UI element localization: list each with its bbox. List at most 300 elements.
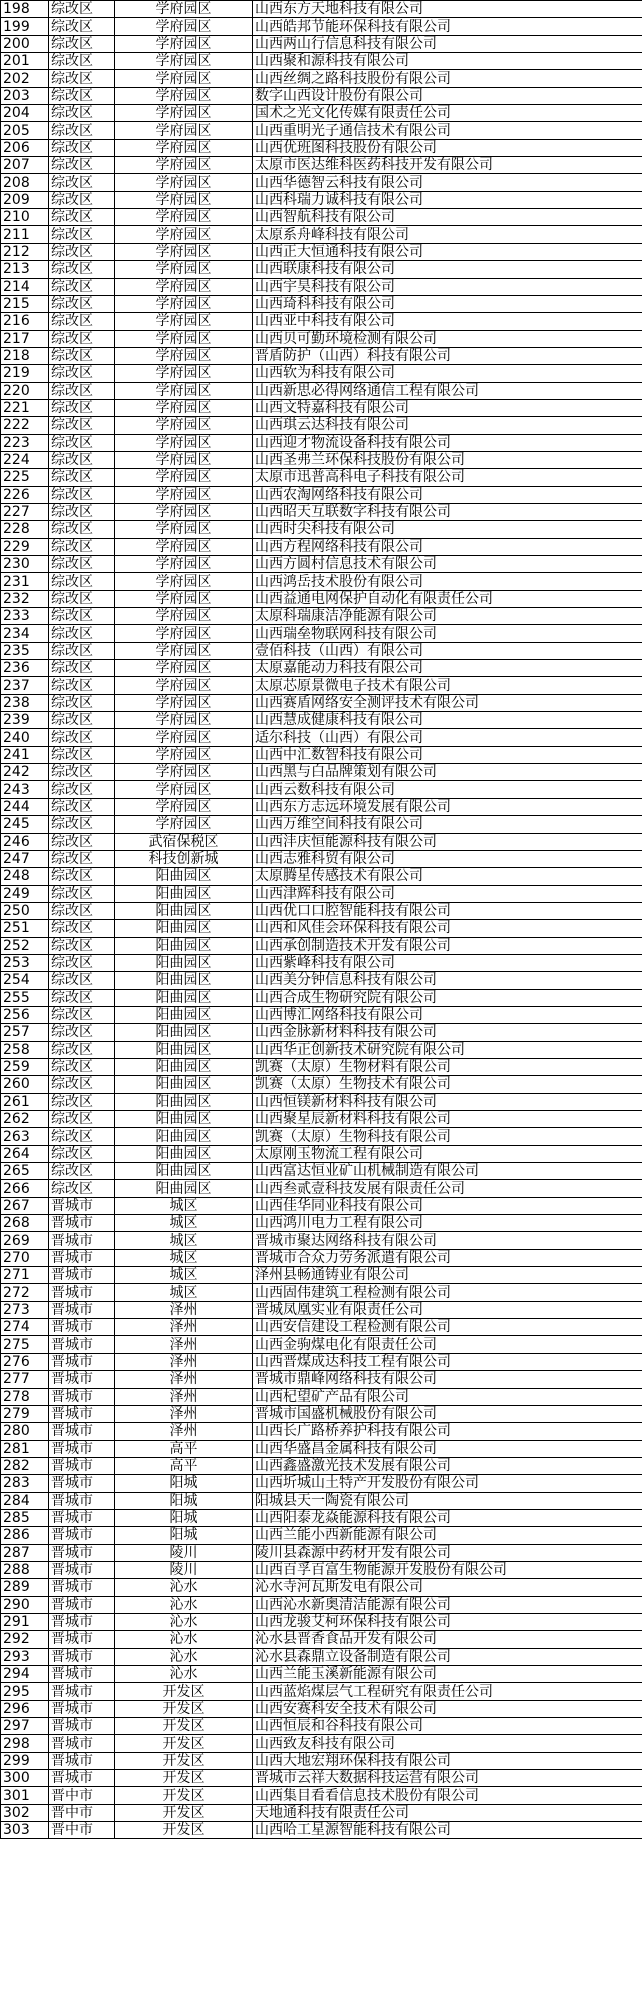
company-name-cell: 山西智航科技有限公司 bbox=[253, 209, 642, 226]
table-row bbox=[1, 278, 642, 295]
table-row bbox=[1, 937, 642, 954]
row-number: 219 bbox=[1, 365, 49, 382]
city-cell: 综改区 bbox=[49, 157, 115, 174]
row-number: 240 bbox=[1, 729, 49, 746]
table-row bbox=[1, 1700, 642, 1717]
table-row bbox=[1, 1804, 642, 1821]
row-number: 289 bbox=[1, 1579, 49, 1596]
row-number: 263 bbox=[1, 1128, 49, 1145]
company-name-cell: 山西百孚百富生物能源开发股份有限公司 bbox=[253, 1561, 642, 1578]
area-cell: 阳曲园区 bbox=[115, 972, 253, 989]
city-cell: 综改区 bbox=[49, 764, 115, 781]
company-name-cell: 数字山西设计股份有限公司 bbox=[253, 87, 642, 104]
company-name-cell: 凯赛（太原）生物材料有限公司 bbox=[253, 1058, 642, 1075]
table-row bbox=[1, 503, 642, 520]
row-number: 264 bbox=[1, 1145, 49, 1162]
area-cell: 阳曲园区 bbox=[115, 1128, 253, 1145]
city-cell: 晋城市 bbox=[49, 1267, 115, 1284]
table-row bbox=[1, 833, 642, 850]
company-name-cell: 山西博汇网络科技有限公司 bbox=[253, 1006, 642, 1023]
area-cell: 阳曲园区 bbox=[115, 1163, 253, 1180]
row-number: 299 bbox=[1, 1752, 49, 1769]
row-number: 267 bbox=[1, 1197, 49, 1214]
area-cell: 高平 bbox=[115, 1457, 253, 1474]
city-cell: 晋城市 bbox=[49, 1648, 115, 1665]
row-number: 250 bbox=[1, 902, 49, 919]
row-number: 270 bbox=[1, 1249, 49, 1266]
table-row bbox=[1, 972, 642, 989]
table-row bbox=[1, 1527, 642, 1544]
area-cell: 学府园区 bbox=[115, 816, 253, 833]
row-number: 277 bbox=[1, 1371, 49, 1388]
city-cell: 晋城市 bbox=[49, 1232, 115, 1249]
area-cell: 泽州 bbox=[115, 1423, 253, 1440]
company-name-cell: 山西昭天互联数字科技有限公司 bbox=[253, 503, 642, 520]
row-number: 249 bbox=[1, 885, 49, 902]
area-cell: 阳曲园区 bbox=[115, 1041, 253, 1058]
city-cell: 晋城市 bbox=[49, 1371, 115, 1388]
row-number: 262 bbox=[1, 1111, 49, 1128]
row-number: 295 bbox=[1, 1683, 49, 1700]
area-cell: 学府园区 bbox=[115, 625, 253, 642]
company-name-cell: 山西云数科技有限公司 bbox=[253, 781, 642, 798]
table-row bbox=[1, 1561, 642, 1578]
company-name-cell: 山西杞望矿产品有限公司 bbox=[253, 1388, 642, 1405]
table-row bbox=[1, 1440, 642, 1457]
row-number: 198 bbox=[1, 1, 49, 18]
row-number: 286 bbox=[1, 1527, 49, 1544]
area-cell: 沁水 bbox=[115, 1613, 253, 1630]
table-row bbox=[1, 798, 642, 815]
area-cell: 学府园区 bbox=[115, 295, 253, 312]
city-cell: 综改区 bbox=[49, 816, 115, 833]
city-cell: 晋城市 bbox=[49, 1249, 115, 1266]
table-row bbox=[1, 1111, 642, 1128]
table-row bbox=[1, 1579, 642, 1596]
city-cell: 综改区 bbox=[49, 243, 115, 260]
row-number: 204 bbox=[1, 105, 49, 122]
area-cell: 阳曲园区 bbox=[115, 1180, 253, 1197]
area-cell: 泽州 bbox=[115, 1405, 253, 1422]
area-cell: 学府园区 bbox=[115, 209, 253, 226]
area-cell: 学府园区 bbox=[115, 556, 253, 573]
row-number: 205 bbox=[1, 122, 49, 139]
table-row bbox=[1, 382, 642, 399]
row-number: 217 bbox=[1, 330, 49, 347]
city-cell: 综改区 bbox=[49, 1111, 115, 1128]
city-cell: 综改区 bbox=[49, 434, 115, 451]
table-row bbox=[1, 209, 642, 226]
table-row bbox=[1, 451, 642, 468]
area-cell: 沁水 bbox=[115, 1666, 253, 1683]
row-number: 206 bbox=[1, 139, 49, 156]
city-cell: 综改区 bbox=[49, 330, 115, 347]
area-cell: 学府园区 bbox=[115, 122, 253, 139]
area-cell: 开发区 bbox=[115, 1822, 253, 1839]
area-cell: 开发区 bbox=[115, 1752, 253, 1769]
row-number: 302 bbox=[1, 1804, 49, 1821]
area-cell: 学府园区 bbox=[115, 35, 253, 52]
company-name-cell: 山西兰能玉溪新能源有限公司 bbox=[253, 1666, 642, 1683]
area-cell: 学府园区 bbox=[115, 139, 253, 156]
area-cell: 开发区 bbox=[115, 1735, 253, 1752]
table-row bbox=[1, 902, 642, 919]
company-name-cell: 山西华德智云科技有限公司 bbox=[253, 174, 642, 191]
table-row bbox=[1, 243, 642, 260]
table-row bbox=[1, 157, 642, 174]
table-row bbox=[1, 417, 642, 434]
table-row bbox=[1, 1457, 642, 1474]
city-cell: 综改区 bbox=[49, 365, 115, 382]
city-cell: 综改区 bbox=[49, 850, 115, 867]
area-cell: 开发区 bbox=[115, 1683, 253, 1700]
row-number: 274 bbox=[1, 1319, 49, 1336]
company-name-cell: 山西沁水新奥清洁能源有限公司 bbox=[253, 1596, 642, 1613]
city-cell: 晋城市 bbox=[49, 1544, 115, 1561]
city-cell: 综改区 bbox=[49, 1076, 115, 1093]
row-number: 244 bbox=[1, 798, 49, 815]
row-number: 273 bbox=[1, 1301, 49, 1318]
area-cell: 阳曲园区 bbox=[115, 1006, 253, 1023]
area-cell: 阳曲园区 bbox=[115, 1058, 253, 1075]
row-number: 212 bbox=[1, 243, 49, 260]
row-number: 203 bbox=[1, 87, 49, 104]
row-number: 296 bbox=[1, 1700, 49, 1717]
company-name-cell: 山西贝可勤环境检测有限公司 bbox=[253, 330, 642, 347]
company-name-cell: 山西优口口腔智能科技有限公司 bbox=[253, 902, 642, 919]
city-cell: 综改区 bbox=[49, 382, 115, 399]
row-number: 288 bbox=[1, 1561, 49, 1578]
company-name-cell: 山西金脉新材料科技有限公司 bbox=[253, 1024, 642, 1041]
table-row bbox=[1, 261, 642, 278]
area-cell: 学府园区 bbox=[115, 330, 253, 347]
company-name-cell: 山西致友科技有限公司 bbox=[253, 1735, 642, 1752]
table-row bbox=[1, 1076, 642, 1093]
table-row bbox=[1, 1787, 642, 1804]
area-cell: 学府园区 bbox=[115, 226, 253, 243]
city-cell: 晋城市 bbox=[49, 1613, 115, 1630]
city-cell: 综改区 bbox=[49, 608, 115, 625]
row-number: 222 bbox=[1, 417, 49, 434]
row-number: 247 bbox=[1, 850, 49, 867]
city-cell: 综改区 bbox=[49, 1093, 115, 1110]
city-cell: 综改区 bbox=[49, 451, 115, 468]
row-number: 258 bbox=[1, 1041, 49, 1058]
area-cell: 学府园区 bbox=[115, 677, 253, 694]
city-cell: 综改区 bbox=[49, 642, 115, 659]
company-name-cell: 山西鸿川电力工程有限公司 bbox=[253, 1215, 642, 1232]
city-cell: 综改区 bbox=[49, 226, 115, 243]
company-name-cell: 晋盾防护（山西）科技有限公司 bbox=[253, 347, 642, 364]
area-cell: 泽州 bbox=[115, 1388, 253, 1405]
table-row bbox=[1, 1197, 642, 1214]
city-cell: 综改区 bbox=[49, 261, 115, 278]
row-number: 213 bbox=[1, 261, 49, 278]
table-row bbox=[1, 295, 642, 312]
table-row bbox=[1, 226, 642, 243]
area-cell: 泽州 bbox=[115, 1371, 253, 1388]
company-name-cell: 山西安赛科安全技术有限公司 bbox=[253, 1700, 642, 1717]
table-row bbox=[1, 1319, 642, 1336]
row-number: 254 bbox=[1, 972, 49, 989]
row-number: 230 bbox=[1, 556, 49, 573]
city-cell: 综改区 bbox=[49, 1128, 115, 1145]
company-name-cell: 山西慧成健康科技有限公司 bbox=[253, 712, 642, 729]
table-row bbox=[1, 816, 642, 833]
table-row bbox=[1, 573, 642, 590]
area-cell: 开发区 bbox=[115, 1770, 253, 1787]
city-cell: 综改区 bbox=[49, 746, 115, 763]
area-cell: 学府园区 bbox=[115, 313, 253, 330]
area-cell: 沁水 bbox=[115, 1596, 253, 1613]
company-list-body bbox=[1, 1, 642, 1839]
table-row bbox=[1, 746, 642, 763]
company-name-cell: 山西阳泰龙焱能源科技有限公司 bbox=[253, 1509, 642, 1526]
company-name-cell: 山西叁贰壹科技发展有限责任公司 bbox=[253, 1180, 642, 1197]
row-number: 220 bbox=[1, 382, 49, 399]
area-cell: 学府园区 bbox=[115, 53, 253, 70]
row-number: 291 bbox=[1, 1613, 49, 1630]
company-name-cell: 天地通科技有限责任公司 bbox=[253, 1804, 642, 1821]
company-name-cell: 山西瑞垒物联网科技有限公司 bbox=[253, 625, 642, 642]
area-cell: 学府园区 bbox=[115, 746, 253, 763]
table-row bbox=[1, 1596, 642, 1613]
area-cell: 阳曲园区 bbox=[115, 1111, 253, 1128]
row-number: 280 bbox=[1, 1423, 49, 1440]
row-number: 290 bbox=[1, 1596, 49, 1613]
city-cell: 综改区 bbox=[49, 677, 115, 694]
area-cell: 学府园区 bbox=[115, 764, 253, 781]
city-cell: 综改区 bbox=[49, 1, 115, 18]
row-number: 253 bbox=[1, 954, 49, 971]
table-row bbox=[1, 538, 642, 555]
table-row bbox=[1, 1822, 642, 1839]
company-name-cell: 山西长广路桥养护科技有限公司 bbox=[253, 1423, 642, 1440]
city-cell: 综改区 bbox=[49, 573, 115, 590]
area-cell: 阳曲园区 bbox=[115, 937, 253, 954]
table-row bbox=[1, 105, 642, 122]
company-name-cell: 山西科瑞力诚科技有限公司 bbox=[253, 191, 642, 208]
city-cell: 综改区 bbox=[49, 295, 115, 312]
table-row bbox=[1, 556, 642, 573]
row-number: 223 bbox=[1, 434, 49, 451]
company-name-cell: 晋城市云祥大数据科技运营有限公司 bbox=[253, 1770, 642, 1787]
area-cell: 学府园区 bbox=[115, 105, 253, 122]
table-row bbox=[1, 434, 642, 451]
company-name-cell: 晋城市聚达网络科技有限公司 bbox=[253, 1232, 642, 1249]
row-number: 234 bbox=[1, 625, 49, 642]
area-cell: 学府园区 bbox=[115, 538, 253, 555]
table-row bbox=[1, 1613, 642, 1630]
city-cell: 晋城市 bbox=[49, 1197, 115, 1214]
city-cell: 晋城市 bbox=[49, 1718, 115, 1735]
area-cell: 城区 bbox=[115, 1267, 253, 1284]
row-number: 238 bbox=[1, 694, 49, 711]
company-name-cell: 沁水寺河瓦斯发电有限公司 bbox=[253, 1579, 642, 1596]
table-row bbox=[1, 1041, 642, 1058]
city-cell: 晋城市 bbox=[49, 1631, 115, 1648]
area-cell: 沁水 bbox=[115, 1631, 253, 1648]
row-number: 278 bbox=[1, 1388, 49, 1405]
city-cell: 综改区 bbox=[49, 469, 115, 486]
table-row bbox=[1, 1163, 642, 1180]
area-cell: 学府园区 bbox=[115, 503, 253, 520]
row-number: 201 bbox=[1, 53, 49, 70]
company-name-cell: 山西哈工星源智能科技有限公司 bbox=[253, 1822, 642, 1839]
table-row bbox=[1, 174, 642, 191]
table-row bbox=[1, 70, 642, 87]
table-row bbox=[1, 1648, 642, 1665]
city-cell: 晋城市 bbox=[49, 1683, 115, 1700]
company-name-cell: 晋城市国盛机械股份有限公司 bbox=[253, 1405, 642, 1422]
area-cell: 学府园区 bbox=[115, 573, 253, 590]
row-number: 281 bbox=[1, 1440, 49, 1457]
company-name-cell: 山西亚中科技有限公司 bbox=[253, 313, 642, 330]
row-number: 226 bbox=[1, 486, 49, 503]
area-cell: 阳曲园区 bbox=[115, 1145, 253, 1162]
area-cell: 阳曲园区 bbox=[115, 954, 253, 971]
table-row bbox=[1, 850, 642, 867]
area-cell: 学府园区 bbox=[115, 608, 253, 625]
table-row bbox=[1, 1093, 642, 1110]
row-number: 235 bbox=[1, 642, 49, 659]
company-name-cell: 晋城市鼎峰网络科技有限公司 bbox=[253, 1371, 642, 1388]
table-row bbox=[1, 1735, 642, 1752]
city-cell: 晋城市 bbox=[49, 1405, 115, 1422]
row-number: 275 bbox=[1, 1336, 49, 1353]
city-cell: 晋城市 bbox=[49, 1457, 115, 1474]
table-row bbox=[1, 1267, 642, 1284]
company-name-cell: 山西两山行信息科技有限公司 bbox=[253, 35, 642, 52]
table-row bbox=[1, 1353, 642, 1370]
table-row bbox=[1, 729, 642, 746]
company-name-cell: 山西蓝焰煤层气工程研究有限责任公司 bbox=[253, 1683, 642, 1700]
area-cell: 学府园区 bbox=[115, 712, 253, 729]
table-row bbox=[1, 1232, 642, 1249]
table-row bbox=[1, 191, 642, 208]
city-cell: 综改区 bbox=[49, 868, 115, 885]
company-name-cell: 山西华盛昌金属科技有限公司 bbox=[253, 1440, 642, 1457]
city-cell: 综改区 bbox=[49, 920, 115, 937]
area-cell: 学府园区 bbox=[115, 191, 253, 208]
area-cell: 学府园区 bbox=[115, 781, 253, 798]
city-cell: 综改区 bbox=[49, 833, 115, 850]
row-number: 284 bbox=[1, 1492, 49, 1509]
area-cell: 阳城 bbox=[115, 1509, 253, 1526]
area-cell: 城区 bbox=[115, 1215, 253, 1232]
city-cell: 综改区 bbox=[49, 538, 115, 555]
company-name-cell: 山西皓邦节能环保科技有限公司 bbox=[253, 18, 642, 35]
city-cell: 综改区 bbox=[49, 798, 115, 815]
table-row bbox=[1, 608, 642, 625]
table-row bbox=[1, 920, 642, 937]
city-cell: 晋城市 bbox=[49, 1215, 115, 1232]
area-cell: 学府园区 bbox=[115, 382, 253, 399]
company-name-cell: 山西东方天地科技有限公司 bbox=[253, 1, 642, 18]
company-name-cell: 太原刚玉物流工程有限公司 bbox=[253, 1145, 642, 1162]
city-cell: 综改区 bbox=[49, 712, 115, 729]
row-number: 243 bbox=[1, 781, 49, 798]
company-name-cell: 山西丝绸之路科技股份有限公司 bbox=[253, 70, 642, 87]
area-cell: 沁水 bbox=[115, 1648, 253, 1665]
city-cell: 综改区 bbox=[49, 1006, 115, 1023]
company-name-cell: 山西时尖科技有限公司 bbox=[253, 521, 642, 538]
row-number: 256 bbox=[1, 1006, 49, 1023]
row-number: 293 bbox=[1, 1648, 49, 1665]
city-cell: 晋城市 bbox=[49, 1492, 115, 1509]
company-name-cell: 山西正大恒通科技有限公司 bbox=[253, 243, 642, 260]
city-cell: 综改区 bbox=[49, 1163, 115, 1180]
company-name-cell: 山西软为科技有限公司 bbox=[253, 365, 642, 382]
area-cell: 陵川 bbox=[115, 1561, 253, 1578]
company-name-cell: 太原芯原景微电子技术有限公司 bbox=[253, 677, 642, 694]
area-cell: 学府园区 bbox=[115, 70, 253, 87]
area-cell: 泽州 bbox=[115, 1336, 253, 1353]
city-cell: 晋城市 bbox=[49, 1509, 115, 1526]
area-cell: 学府园区 bbox=[115, 660, 253, 677]
table-row bbox=[1, 1215, 642, 1232]
row-number: 265 bbox=[1, 1163, 49, 1180]
row-number: 241 bbox=[1, 746, 49, 763]
area-cell: 城区 bbox=[115, 1197, 253, 1214]
area-cell: 开发区 bbox=[115, 1700, 253, 1717]
area-cell: 阳城 bbox=[115, 1492, 253, 1509]
area-cell: 开发区 bbox=[115, 1718, 253, 1735]
company-name-cell: 山西中汇数智科技有限公司 bbox=[253, 746, 642, 763]
row-number: 209 bbox=[1, 191, 49, 208]
city-cell: 综改区 bbox=[49, 399, 115, 416]
city-cell: 综改区 bbox=[49, 1024, 115, 1041]
city-cell: 晋城市 bbox=[49, 1301, 115, 1318]
city-cell: 晋城市 bbox=[49, 1336, 115, 1353]
row-number: 271 bbox=[1, 1267, 49, 1284]
row-number: 283 bbox=[1, 1475, 49, 1492]
city-cell: 综改区 bbox=[49, 1180, 115, 1197]
row-number: 255 bbox=[1, 989, 49, 1006]
company-name-cell: 山西聚星辰新材料科技有限公司 bbox=[253, 1111, 642, 1128]
company-name-cell: 山西承创制造技术开发有限公司 bbox=[253, 937, 642, 954]
area-cell: 开发区 bbox=[115, 1787, 253, 1804]
table-row bbox=[1, 365, 642, 382]
table-row bbox=[1, 764, 642, 781]
company-name-cell: 太原嘉能动力科技有限公司 bbox=[253, 660, 642, 677]
area-cell: 高平 bbox=[115, 1440, 253, 1457]
row-number: 268 bbox=[1, 1215, 49, 1232]
company-name-cell: 阳城县天一陶瓷有限公司 bbox=[253, 1492, 642, 1509]
table-row bbox=[1, 35, 642, 52]
table-row bbox=[1, 868, 642, 885]
company-name-cell: 山西圣弗兰环保科技股份有限公司 bbox=[253, 451, 642, 468]
row-number: 245 bbox=[1, 816, 49, 833]
table-row bbox=[1, 1423, 642, 1440]
table-row bbox=[1, 1024, 642, 1041]
city-cell: 晋城市 bbox=[49, 1700, 115, 1717]
company-name-cell: 泽州县畅通铸业有限公司 bbox=[253, 1267, 642, 1284]
row-number: 242 bbox=[1, 764, 49, 781]
city-cell: 晋城市 bbox=[49, 1440, 115, 1457]
company-name-cell: 山西和风佳会环保科技有限公司 bbox=[253, 920, 642, 937]
row-number: 239 bbox=[1, 712, 49, 729]
company-name-cell: 山西晋煤成达科技工程有限公司 bbox=[253, 1353, 642, 1370]
city-cell: 综改区 bbox=[49, 660, 115, 677]
area-cell: 陵川 bbox=[115, 1544, 253, 1561]
table-row bbox=[1, 1492, 642, 1509]
area-cell: 学府园区 bbox=[115, 365, 253, 382]
city-cell: 综改区 bbox=[49, 122, 115, 139]
row-number: 215 bbox=[1, 295, 49, 312]
row-number: 259 bbox=[1, 1058, 49, 1075]
city-cell: 综改区 bbox=[49, 902, 115, 919]
